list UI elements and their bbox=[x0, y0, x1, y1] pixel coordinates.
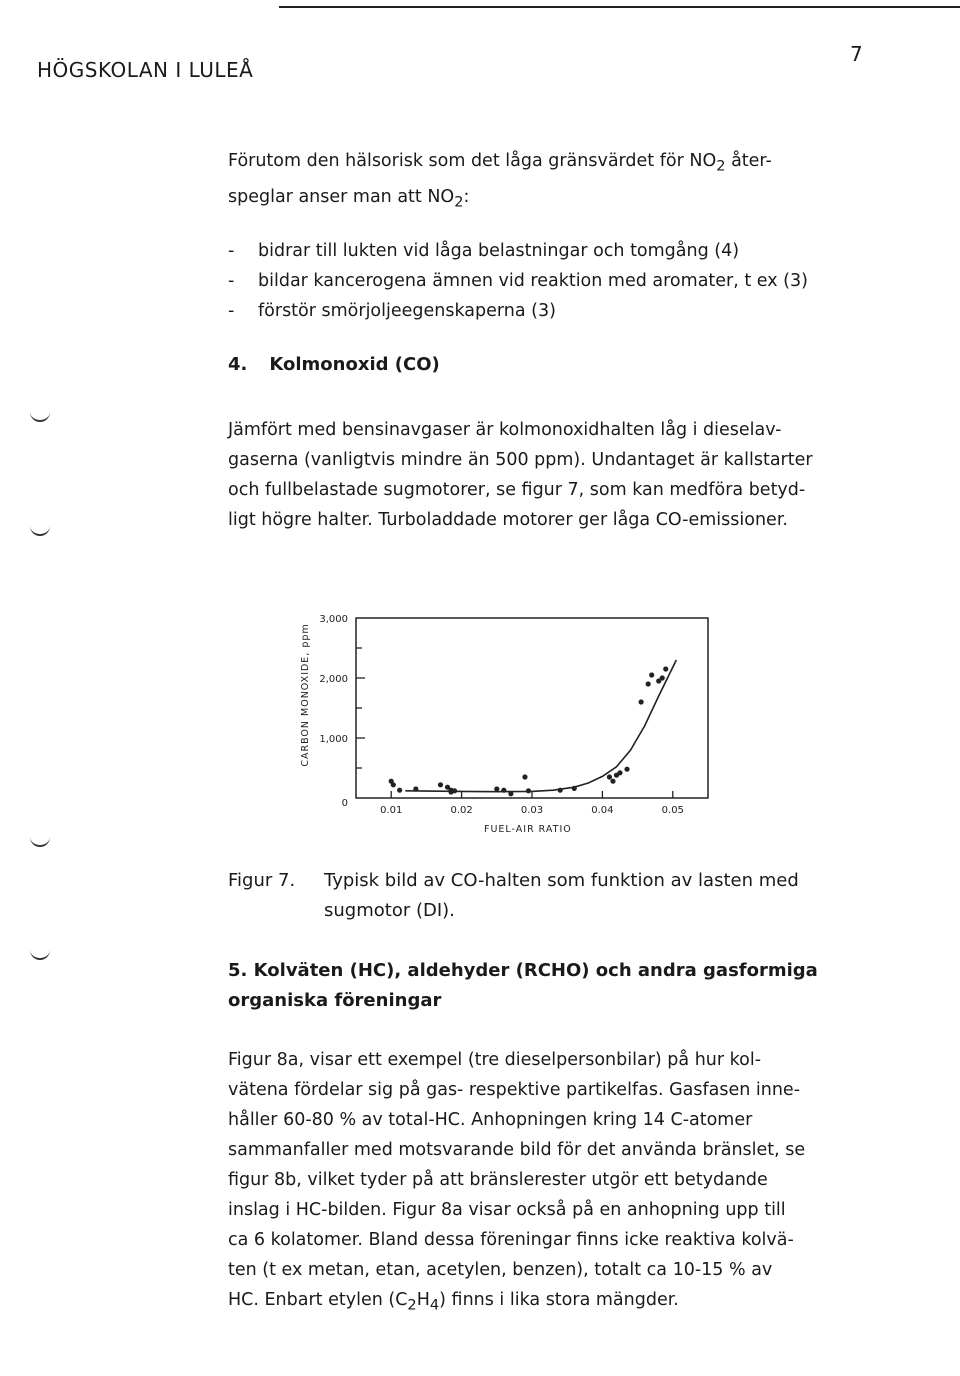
paragraph-line: gaserna (vanligtvis mindre än 500 ppm). Undantaget är kallstarter bbox=[228, 450, 813, 470]
list-item bbox=[228, 236, 868, 266]
data-point bbox=[397, 788, 402, 793]
list-item bbox=[228, 296, 868, 326]
list-item-text: bidrar till lukten vid låga belastningar och tomgång (4) bbox=[258, 241, 740, 261]
margin-mark bbox=[30, 412, 50, 422]
paragraph-line: inslag i HC-bilden. Figur 8a visar också på en anhopning upp till bbox=[228, 1200, 786, 1220]
data-point bbox=[663, 666, 668, 671]
data-point bbox=[610, 779, 615, 784]
co-chart bbox=[290, 600, 730, 845]
plot-frame bbox=[356, 618, 708, 798]
data-point bbox=[522, 774, 527, 779]
x-tick-label: 0.01 bbox=[380, 805, 403, 816]
section-4-heading bbox=[228, 354, 440, 375]
section-title: Kolväten (HC), aldehyder (RCHO) och andra gasformiga bbox=[253, 960, 818, 981]
paragraph-line: Jämfört med bensinavgaser är kolmonoxidhalten låg i dieselav- bbox=[228, 420, 782, 440]
paragraph-line: sammanfaller med motsvarande bild för det använda bränslet, se bbox=[228, 1140, 806, 1160]
page-number: 7 bbox=[850, 42, 863, 66]
paragraph-line: håller 60-80 % av total-HC. Anhopningen kring 14 C-atomer bbox=[228, 1110, 753, 1130]
data-point bbox=[624, 767, 629, 772]
section-title-continued: organiska föreningar bbox=[228, 990, 442, 1011]
chart-svg bbox=[290, 600, 730, 845]
margin-mark bbox=[30, 526, 50, 536]
data-point bbox=[660, 675, 665, 680]
bullet-list bbox=[228, 236, 868, 326]
list-item bbox=[228, 266, 868, 296]
figure-caption bbox=[228, 866, 799, 926]
x-tick-label: 0.03 bbox=[520, 805, 544, 816]
paragraph-line: ca 6 kolatomer. Bland dessa föreningar finns icke reaktiva kolvä- bbox=[228, 1230, 794, 1250]
x-tick-label: 0.04 bbox=[591, 805, 614, 816]
paragraph-line: figur 8b, vilket tyder på att bränslerester utgör ett betydande bbox=[228, 1170, 768, 1190]
margin-mark bbox=[30, 837, 50, 847]
section-5-paragraph bbox=[228, 1045, 836, 1321]
data-point bbox=[639, 699, 644, 704]
data-point bbox=[572, 786, 577, 791]
section-4-paragraph bbox=[228, 415, 838, 535]
data-point bbox=[494, 786, 499, 791]
x-tick-label: 0.05 bbox=[661, 805, 684, 816]
intro-paragraph bbox=[228, 146, 848, 217]
figure-label: Figur 7. bbox=[228, 870, 296, 891]
fitted-curve bbox=[405, 660, 676, 792]
bullet-dash: - bbox=[228, 301, 235, 321]
paragraph-line: Figur 8a, visar ett exempel (tre dieselpersonbilar) på hur kol- bbox=[228, 1050, 762, 1070]
y-axis-label: CARBON MONOXIDE, ppm bbox=[300, 623, 311, 767]
caption-text: Typisk bild av CO-halten som funktion av lasten med bbox=[324, 870, 799, 891]
data-point bbox=[558, 788, 563, 793]
margin-mark bbox=[30, 950, 50, 960]
paragraph-line: ligt högre halter. Turboladdade motorer ger låga CO-emissioner. bbox=[228, 510, 788, 530]
x-axis-label: FUEL-AIR RATIO bbox=[484, 824, 572, 835]
data-point bbox=[501, 788, 506, 793]
intro-line bbox=[228, 146, 848, 182]
paragraph-line: HC. Enbart etylen $(C_2H_4)$ finns i lika stora mängder. bbox=[228, 1290, 679, 1314]
intro-line-text: Förutom den hälsorisk som det låga gränsvärdet för $NO_2$ åter- bbox=[228, 151, 772, 175]
data-point bbox=[391, 782, 396, 787]
list-item-text: förstör smörjoljeegenskaperna (3) bbox=[258, 301, 556, 321]
section-title: Kolmonoxid (CO) bbox=[269, 354, 440, 375]
data-point bbox=[617, 770, 622, 775]
data-point bbox=[413, 786, 418, 791]
section-5-heading bbox=[228, 956, 818, 1016]
top-rule bbox=[279, 6, 960, 8]
institution-header: HÖGSKOLAN I LULEÅ bbox=[37, 58, 254, 82]
bullet-dash: - bbox=[228, 241, 235, 261]
data-point bbox=[526, 788, 531, 793]
data-point bbox=[649, 672, 654, 677]
caption-text-continued: sugmotor (DI). bbox=[324, 900, 455, 921]
y-tick-label: 1,000 bbox=[319, 734, 348, 745]
y-tick-label: 2,000 bbox=[319, 674, 348, 685]
y-tick-label: 0 bbox=[341, 798, 348, 809]
data-point bbox=[646, 681, 651, 686]
section-number: 5. bbox=[228, 960, 248, 981]
data-point bbox=[452, 788, 457, 793]
data-point bbox=[438, 782, 443, 787]
y-tick-label: 3,000 bbox=[319, 614, 348, 625]
paragraph-line: ten (t ex metan, etan, acetylen, benzen), totalt ca 10-15 % av bbox=[228, 1260, 773, 1280]
bullet-dash: - bbox=[228, 271, 235, 291]
intro-line: speglar anser man att $NO_2$: bbox=[228, 186, 470, 210]
x-tick-label: 0.02 bbox=[450, 805, 473, 816]
data-point bbox=[607, 774, 612, 779]
paragraph-line: vätena fördelar sig på gas- respektive partikelfas. Gasfasen inne- bbox=[228, 1080, 801, 1100]
paragraph-line: och fullbelastade sugmotorer, se figur 7, som kan medföra betyd- bbox=[228, 480, 806, 500]
list-item-text: bildar kancerogena ämnen vid reaktion med aromater, t ex (3) bbox=[258, 271, 808, 291]
section-number: 4. bbox=[228, 354, 248, 375]
data-point bbox=[508, 791, 513, 796]
